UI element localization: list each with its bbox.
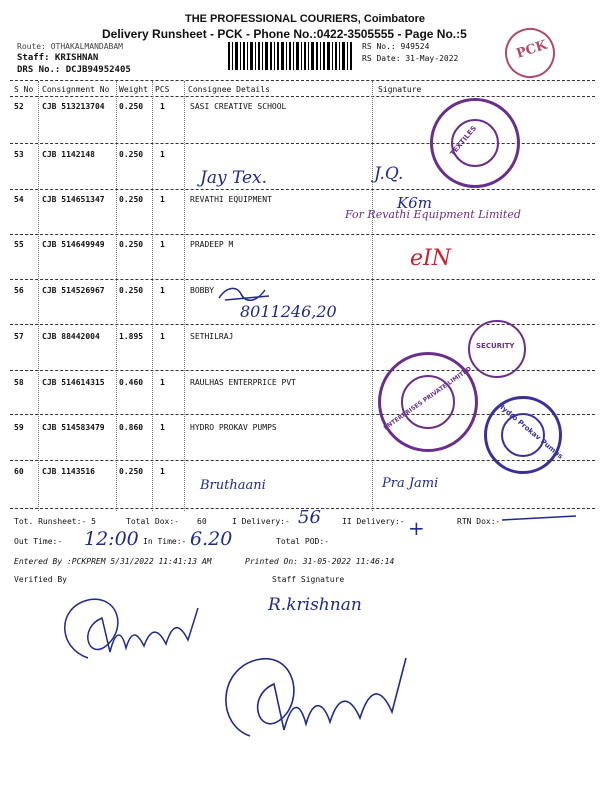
row-consignee: BOBBY	[190, 286, 215, 295]
drs-number: DRS No.: DCJB94952405	[17, 65, 131, 75]
row-weight: 0.250	[119, 286, 144, 295]
security-stamp: SECURITY	[468, 320, 526, 378]
row-divider	[10, 234, 595, 235]
row-consignment: CJB 514526967	[42, 286, 105, 295]
in-time-label: In Time:-	[143, 537, 187, 546]
row-weight: 0.250	[119, 467, 144, 476]
row-sno: 54	[14, 195, 24, 204]
table-header-line	[10, 96, 595, 97]
col-weight: Weight	[119, 85, 148, 94]
row-sno: 55	[14, 240, 24, 249]
col-sep	[38, 81, 39, 511]
row-consignee: REVATHI EQUIPMENT	[190, 195, 272, 204]
stamp-revathi: For Revathi Equipment Limited	[345, 208, 521, 221]
rs-number: RS No.: 949524	[362, 42, 430, 51]
col-sep	[116, 81, 117, 511]
row-weight: 0.250	[119, 240, 144, 249]
handwritten-jay-tex: Jay Tex.	[200, 168, 268, 188]
staff: Staff: KRISHNAN	[17, 53, 99, 63]
table-top-line	[10, 80, 595, 81]
col-sep	[152, 81, 153, 511]
handwritten-signature: K6m	[397, 194, 432, 212]
in-time-value: 6.20	[190, 528, 233, 550]
col-signature: Signature	[378, 85, 422, 94]
rtn-dox-label: RTN Dox:-	[457, 517, 501, 526]
row-consignee: HYDRO PROKAV PUMPS	[190, 423, 277, 432]
row-consignee: PRADEEP M	[190, 240, 234, 249]
row-sno: 56	[14, 286, 24, 295]
ii-delivery-value: +	[408, 516, 425, 540]
row-divider	[10, 279, 595, 280]
row-pcs: 1	[160, 102, 165, 111]
row-pcs: 1	[160, 378, 165, 387]
i-delivery-label: I Delivery:-	[232, 517, 290, 526]
handwritten-initials: J.Q.	[374, 164, 404, 184]
out-time-value: 12:00	[84, 528, 139, 550]
pck-stamp: PCK	[498, 21, 561, 84]
row-weight: 0.250	[119, 102, 144, 111]
staff-signature-name: R.krishnan	[268, 595, 362, 615]
barcode	[228, 42, 352, 70]
row-pcs: 1	[160, 332, 165, 341]
handwritten-name: Bruthaani	[200, 478, 266, 493]
i-delivery-value: 56	[298, 507, 321, 528]
col-consignee: Consignee Details	[188, 85, 270, 94]
row-weight: 1.895	[119, 332, 144, 341]
row-sno: 58	[14, 378, 24, 387]
row-consignment: CJB 514583479	[42, 423, 105, 432]
row-consignment: CJB 514614315	[42, 378, 105, 387]
row-consignee: SETHILRAJ	[190, 332, 234, 341]
rs-date: RS Date: 31-May-2022	[362, 54, 459, 63]
staff-signature-label: Staff Signature	[272, 575, 345, 584]
rtn-dox-stroke	[500, 512, 580, 524]
hydro-prokav-stamp: Hydro Prokav Pumps	[484, 396, 562, 474]
row-weight: 0.860	[119, 423, 144, 432]
route: Route: OTHAKALMANDABAM	[17, 42, 123, 51]
row-consignment: CJB 514649949	[42, 240, 105, 249]
col-sep	[372, 81, 373, 511]
row-pcs: 1	[160, 286, 165, 295]
handwritten-number: 8011246,20	[240, 302, 337, 321]
row-pcs: 1	[160, 423, 165, 432]
row-sno: 53	[14, 150, 24, 159]
row-consignment: CJB 1143516	[42, 467, 95, 476]
col-sep	[184, 81, 185, 511]
col-consignment: Consignment No	[42, 85, 110, 94]
runsheet-subtitle: Delivery Runsheet - PCK - Phone No.:0422-3505555 - Page No.:5	[102, 27, 467, 41]
enterprises-stamp: ENTERPRISES PRIVATE LIMITED	[378, 352, 478, 452]
row-consignee: SASI CREATIVE SCHOOL	[190, 102, 287, 111]
row-divider	[10, 189, 595, 190]
row-sno: 60	[14, 467, 24, 476]
staff-signature	[210, 640, 430, 750]
col-sno: S No	[14, 85, 34, 94]
company-title: THE PROFESSIONAL COURIERS, Coimbatore	[185, 13, 425, 25]
row-consignee: RAULHAS ENTERPRICE PVT	[190, 378, 296, 387]
row-consignment: CJB 513213704	[42, 102, 105, 111]
total-dox-label: Total Dox:-	[126, 517, 179, 526]
col-pcs: PCS	[155, 85, 170, 94]
row-pcs: 1	[160, 150, 165, 159]
total-dox-value: 60	[197, 517, 207, 526]
row-sno: 57	[14, 332, 24, 341]
row-weight: 0.460	[119, 378, 144, 387]
row-consignment: CJB 1142148	[42, 150, 95, 159]
entered-by: Entered By :PCKPREM 5/31/2022 11:41:13 AM	[14, 557, 212, 566]
verified-signature	[48, 588, 218, 668]
handwritten-signature-2: Pra Jami	[382, 476, 439, 491]
verified-by-label: Verified By	[14, 575, 67, 584]
row-pcs: 1	[160, 467, 165, 476]
total-pod-label: Total POD:-	[276, 537, 329, 546]
printed-on: Printed On: 31-05-2022 11:46:14	[245, 557, 395, 566]
row-pcs: 1	[160, 240, 165, 249]
row-consignment: CJB 514651347	[42, 195, 105, 204]
row-consignment: CJB 88442004	[42, 332, 100, 341]
row-weight: 0.250	[119, 150, 144, 159]
handwritten-ein: eIN	[410, 246, 451, 271]
row-pcs: 1	[160, 195, 165, 204]
out-time-label: Out Time:-	[14, 537, 63, 546]
row-sno: 59	[14, 423, 24, 432]
ii-delivery-label: II Delivery:-	[342, 517, 405, 526]
total-runsheet: Tot. Runsheet:- 5	[14, 517, 96, 526]
textiles-stamp: TEXTILES	[430, 98, 520, 188]
row-weight: 0.250	[119, 195, 144, 204]
row-sno: 52	[14, 102, 24, 111]
